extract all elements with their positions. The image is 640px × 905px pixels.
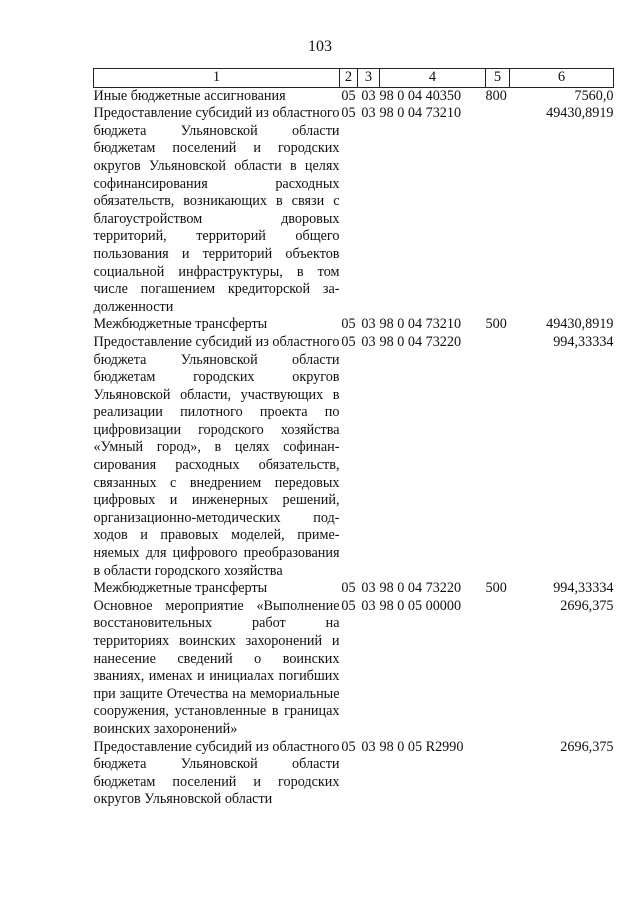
table-row [94,334,614,580]
row-name-cell: Иные бюджетные ассигнования [93,87,286,104]
row-target-code-cell: 98 0 05 R2990 [379,738,464,755]
row-expense-type-cell: 500 [485,580,507,597]
row-subsection-cell: 03 [361,597,376,614]
row-expense-type-cell [486,598,510,739]
row-expense-type-cell: 500 [485,316,507,333]
row-name-cell: Предоставление субсидий из областного бюджета Ульяновской области бюджетам городских округов Ульяновской области, участвующих в реализации пилотного проекта по цифровизации городского хозяйства «Умный город», в целях софинансирования расходных обязательств, связанных с внедрением передовых цифровых и инженерных решений, организационно-методических подходов и правовых моделей, применяемых для цифрового преобразования в области городского хозяйства [93,333,340,579]
row-name-cell: Основное мероприятие «Выполнение восстановительных работ на территориях воинских захоронений и нанесение сведений о воинских званиях, именах и инициалах погибших при защите Отечества на мемориальные сооружения, установленные в границах воинских захоронений» [93,597,340,737]
row-amount-cell: 994,33334 [553,580,614,597]
row-target-code-cell: 98 0 04 73220 [379,333,462,350]
row-subsection-cell: 03 [361,105,376,122]
table-row [94,87,614,105]
row-section-cell: 05 [341,105,356,122]
row-section-cell: 05 [341,87,356,104]
row-subsection-cell: 03 [361,316,376,333]
page-number: 103 [308,38,332,55]
row-name-cell: Предоставление субсидий из областного бюджета Ульяновской области бюджетам поселений и городских округов Ульяновской области в целях софинансирования расходных обязательств, возникающих в связи с благоустройством дворовых территорий, территорий общего пользования и территорий объектов социальной инфраструктуры, в том числе погашением кредиторской задолженности [93,105,340,315]
column-header-2: 2 [340,69,358,88]
row-section-cell: 05 [341,580,356,597]
row-section-cell: 05 [341,738,356,755]
table-row [94,316,614,334]
row-subsection-cell: 03 [361,738,376,755]
row-amount-cell: 7560,0 [574,87,614,104]
row-section-cell: 05 [341,316,356,333]
row-target-code-cell: 98 0 04 73210 [379,316,462,333]
row-subsection-cell: 03 [361,333,376,350]
row-target-code-cell: 98 0 04 73210 [379,105,462,122]
row-amount-cell: 2696,375 [560,597,614,614]
table-row [94,739,614,809]
table-row [94,580,614,598]
row-amount-cell: 2696,375 [560,738,614,755]
row-target-code-cell: 98 0 05 00000 [379,597,462,614]
row-amount-cell: 49430,8919 [546,316,614,333]
row-subsection-cell: 03 [361,580,376,597]
column-header-5: 5 [486,69,510,88]
column-header-1: 1 [94,69,340,88]
table-header-row [94,69,614,88]
row-amount-cell: 994,33334 [553,333,614,350]
column-header-6: 6 [510,69,614,88]
row-expense-type-cell [486,334,510,580]
row-expense-type-cell [486,105,510,316]
row-target-code-cell: 98 0 04 73220 [379,580,462,597]
table-row [94,105,614,316]
table-row [94,598,614,739]
row-amount-cell: 49430,8919 [546,105,614,122]
row-name-cell: Предоставление субсидий из областного бюджета Ульяновской области бюджетам поселений и городских округов Ульяновской области [93,738,340,808]
column-header-3: 3 [358,69,380,88]
row-expense-type-cell: 800 [485,87,507,104]
row-target-code-cell: 98 0 04 40350 [379,87,462,104]
budget-table [93,68,614,809]
row-name-cell: Межбюджетные трансферты [93,580,268,597]
row-name-cell: Межбюджетные трансферты [93,316,268,333]
column-header-4: 4 [380,69,486,88]
table-body [94,87,614,809]
row-section-cell: 05 [341,597,356,614]
row-subsection-cell: 03 [361,87,376,104]
row-section-cell: 05 [341,333,356,350]
row-expense-type-cell [486,739,510,809]
